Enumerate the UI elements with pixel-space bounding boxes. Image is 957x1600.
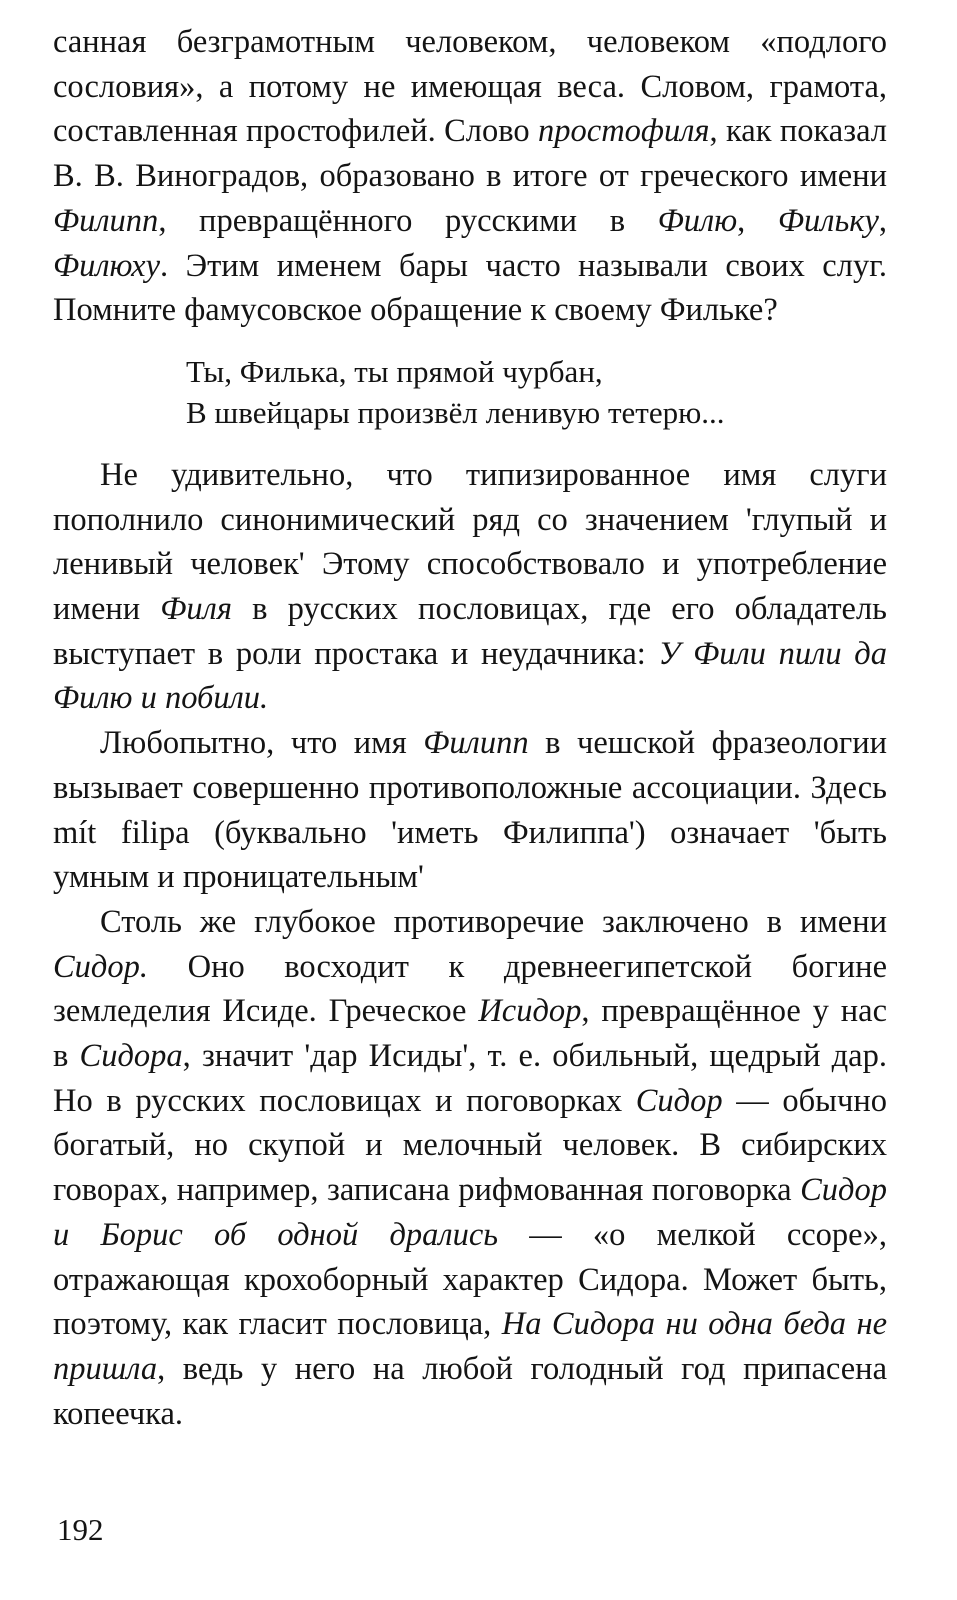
page-body xyxy=(53,20,887,1436)
text-run: , ведь у него на любой голодный год припасена копеечка. xyxy=(53,1350,887,1432)
text-run: Любопытно, что имя xyxy=(100,725,424,762)
italic-text: Филипп xyxy=(53,202,159,239)
text-run: , значит 'дар Исиды', т. е. обильный, щедрый дар. Но в русских пословицах и поговорках xyxy=(53,1038,887,1119)
text-run: , xyxy=(878,202,887,239)
verse-quote xyxy=(186,351,887,433)
italic-text: Сидор. xyxy=(53,948,148,985)
text-run: Не удивительно, что типизированное имя слуги пополнило синонимический ряд со значением 'глупый и ленивый человек' Этому способствовало и употребление имени xyxy=(53,456,887,628)
italic-text: Сидора xyxy=(79,1038,183,1075)
text-run: в чешской фразеологии вызывает совершенно противоположные ассоциации. Здесь mít filipa (буквально 'иметь Филиппа') означает 'быть умным и проницательным' xyxy=(53,725,888,896)
paragraph xyxy=(53,721,887,900)
italic-text: Филипп xyxy=(423,725,529,762)
text-run: Столь же глубокое противоречие заключено в имени xyxy=(100,903,887,940)
italic-text: Филюху xyxy=(53,247,161,284)
text-run: Оно восходит к древнеегипетской богине земледелия Исиде. Греческое xyxy=(53,948,887,1030)
italic-text: Фильку xyxy=(777,202,879,239)
verse-line: В швейцары произвёл ленивую тетерю... xyxy=(186,394,725,430)
text-block-after-verse xyxy=(53,453,887,1436)
italic-text: На Сидора ни одна беда не пришла xyxy=(53,1306,888,1387)
text-run: , превращённое у нас в xyxy=(53,993,887,1075)
text-run: , xyxy=(737,202,778,239)
italic-text: У Фили пили да Филю и побили. xyxy=(53,635,887,717)
text-run: , превращённого русскими в xyxy=(158,202,658,239)
italic-text: Филю xyxy=(657,202,738,239)
paragraph xyxy=(53,453,887,721)
text-run: — «о мелкой ссоре», отражающая крохоборный характер Сидора. Может быть, поэтому, как гласит пословица, xyxy=(53,1216,887,1343)
text-run: — обычно богатый, но скупой и мелочный человек. В сибирских говорах, например, записана рифмованная поговорка xyxy=(53,1082,887,1209)
text-run: . Этим именем бары часто называли своих слуг. Помните фамусовское обращение к своему Фильке? xyxy=(53,247,887,329)
text-run: , как показал В. В. Виноградов, образовано в итоге от греческого имени xyxy=(53,113,887,195)
paragraph xyxy=(53,900,887,1436)
text-run: в русских пословицах, где его обладатель выступает в роли простака и неудачника: xyxy=(53,591,887,672)
italic-text: Филя xyxy=(160,591,232,628)
verse-line: Ты, Филька, ты прямой чурбан, xyxy=(186,353,603,389)
italic-text: Сидор и Борис об одной дрались xyxy=(53,1172,887,1253)
italic-text: простофиля xyxy=(538,113,710,150)
page-number: 192 xyxy=(57,1512,104,1547)
text-block-before-verse xyxy=(53,20,887,333)
text-run: санная безграмотным человеком, человеком «подлого сословия», а потому не имеющая веса. Словом, грамота, составленная простофилей. Слово xyxy=(53,24,887,150)
italic-text: Сидор xyxy=(635,1082,723,1119)
italic-text: Исидор xyxy=(478,993,582,1030)
paragraph xyxy=(53,20,887,333)
